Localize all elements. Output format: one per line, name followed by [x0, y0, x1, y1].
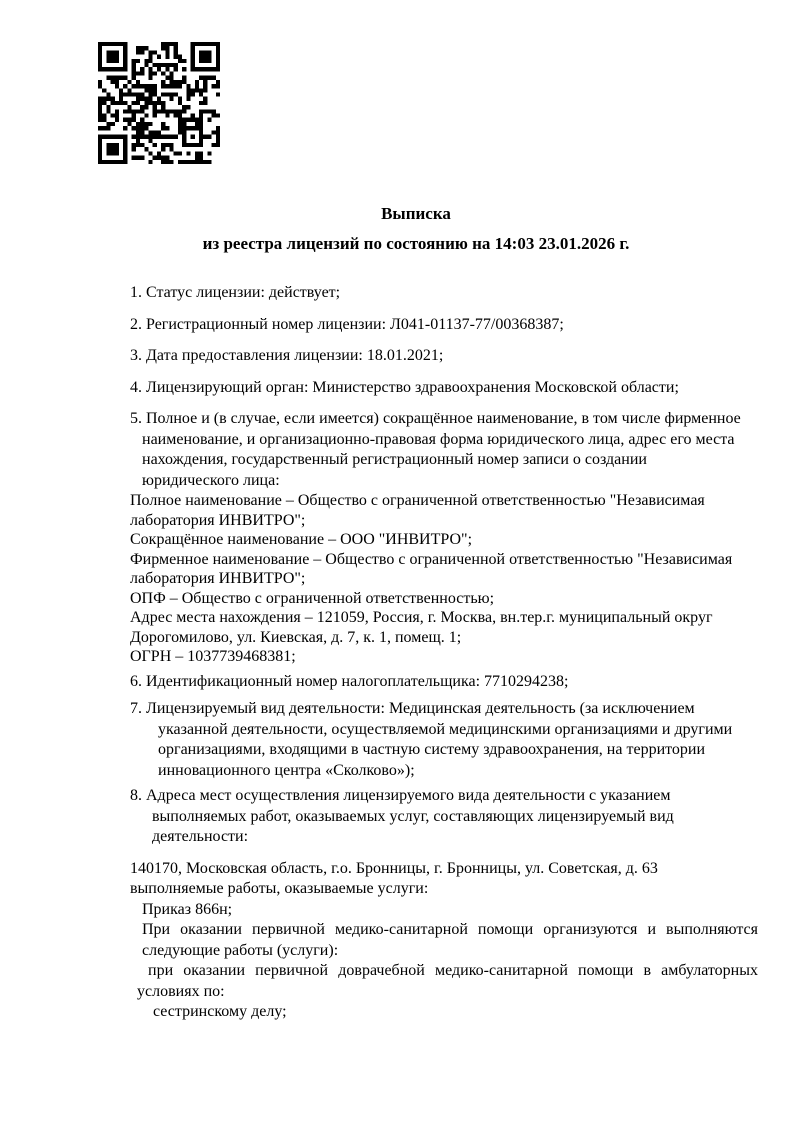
- document-title: Выписка: [381, 204, 451, 223]
- document-subtitle: из реестра лицензий по состоянию на 14:03 23.01.2026 г.: [202, 234, 630, 253]
- document-header: [130, 203, 702, 254]
- document-line: организациями, входящими в частную систему здравоохранения, на территории: [158, 741, 706, 758]
- document-line: следующие работы (услуги):: [142, 941, 339, 959]
- document-content: [130, 203, 772, 1023]
- document-line: Сокращённое наименование – ООО "ИНВИТРО";: [130, 531, 473, 548]
- document-line: при оказании первичной доврачебной медико-санитарной помощи в амбулаторных: [148, 962, 758, 979]
- document-line: 6. Идентификационный номер налогоплательщика: 7710294238;: [130, 672, 569, 690]
- document-line: наименование, и организационно-правовая форма юридического лица, адрес его места: [142, 430, 735, 448]
- document-line: лаборатория ИНВИТРО";: [130, 570, 306, 587]
- document-line: выполняемых работ, оказываемых услуг, составляющих лицензируемый вид: [152, 807, 674, 825]
- document-line: Полное наименование – Общество с ограниченной ответственностью "Независимая: [130, 492, 705, 509]
- document-line: 1. Статус лицензии: действует;: [130, 284, 341, 301]
- qr-code-icon: [98, 42, 220, 164]
- document-line: условиях по:: [137, 982, 225, 1000]
- document-line: инновационного центра «Сколково»);: [158, 761, 415, 779]
- document-line: ОПФ – Общество с ограниченной ответственностью;: [130, 589, 495, 607]
- document-line: указанной деятельности, осуществляемой медицинскими организациями и другими: [158, 720, 733, 738]
- document-line: 2. Регистрационный номер лицензии: Л041-01137-77/00368387;: [130, 315, 564, 333]
- document-line: нахождения, государственный регистрационный номер записи о создании: [142, 451, 647, 468]
- document-line: Дорогомилово, ул. Киевская, д. 7, к. 1, помещ. 1;: [130, 628, 462, 646]
- qr-code-graphic: [98, 42, 220, 164]
- document-body: [130, 283, 772, 1023]
- document-line: ОГРН – 1037739468381;: [130, 648, 296, 665]
- document-line: Приказ 866н;: [142, 900, 233, 918]
- document-line: При оказании первичной медико-санитарной помощи организуются и выполняются: [142, 921, 758, 938]
- document-line: 140170, Московская область, г.о. Бронницы, г. Бронницы, ул. Советская, д. 63: [130, 859, 658, 877]
- document-line: Фирменное наименование – Общество с ограниченной ответственностью "Независимая: [130, 550, 733, 568]
- document-line: 4. Лицензирующий орган: Министерство здравоохранения Московской области;: [130, 378, 679, 396]
- document-line: деятельности:: [152, 828, 249, 845]
- document-line: сестринскому делу;: [153, 1003, 287, 1020]
- document-line: выполняемые работы, оказываемые услуги:: [130, 880, 429, 897]
- document-line: 8. Адреса мест осуществления лицензируемого вида деятельности с указанием: [130, 787, 671, 804]
- document-line: лаборатория ИНВИТРО";: [130, 511, 306, 529]
- document-line: 3. Дата предоставления лицензии: 18.01.2021;: [130, 347, 444, 364]
- document-line: юридического лица:: [142, 471, 280, 489]
- document-line: Адрес места нахождения – 121059, Россия, г. Москва, вн.тер.г. муниципальный округ: [130, 609, 713, 626]
- document-line: 5. Полное и (в случае, если имеется) сокращённое наименование, в том числе фирменное: [130, 410, 741, 427]
- document-line: 7. Лицензируемый вид деятельности: Медицинская деятельность (за исключением: [130, 700, 695, 717]
